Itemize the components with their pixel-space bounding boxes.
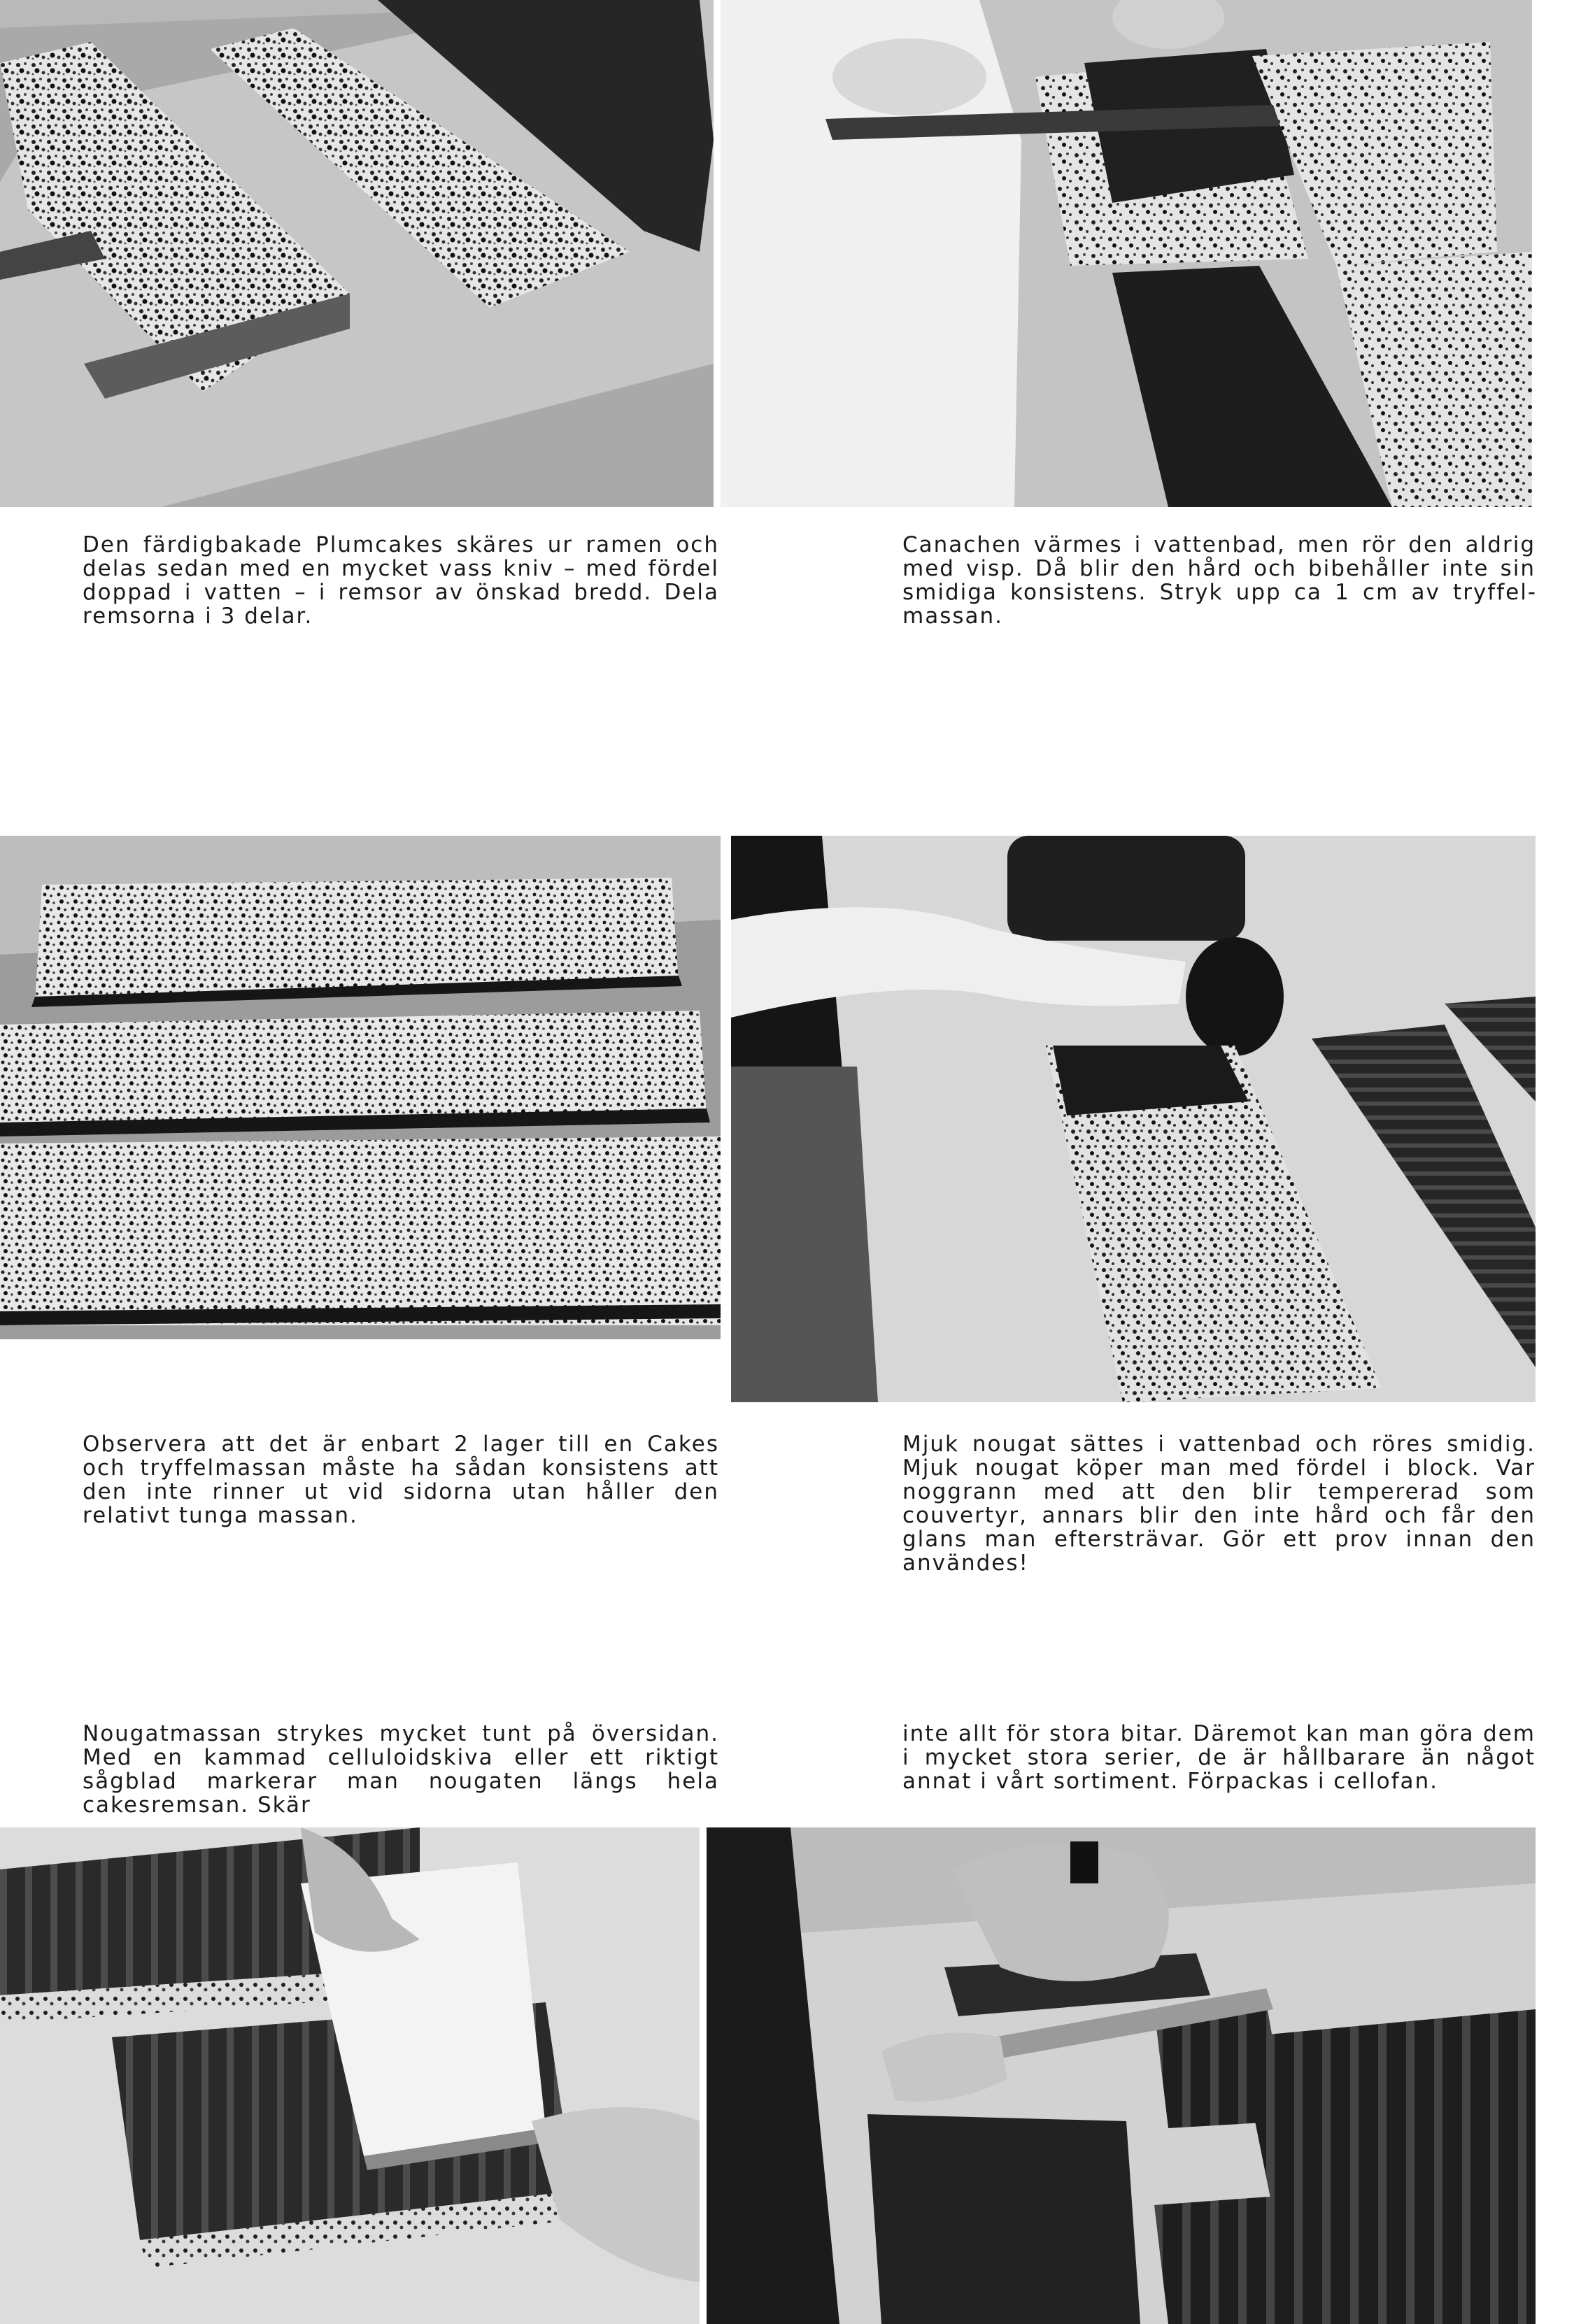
photo-comb-marking-nougat [0, 1827, 700, 2324]
photo-cake-strips-on-board [0, 0, 714, 507]
caption-2: Canachen värmes i vattenbad, men rör den aldrig med visp. Då blir den hård och bibehåller inte sin smidiga konsistens. Stryk upp ca 1 cm av tryffelmassan. [902, 532, 1536, 629]
caption-5: Nougatmassan strykes mycket tunt på översidan. Med en kammad celluloidskiva eller ett riktigt sågblad markerar man nougaten längs hela cakesremsan. Skär [83, 1721, 719, 1818]
caption-3: Observera att det är enbart 2 lager till en Cakes och tryffelmassan måste ha sådan konsistens att den inte rinner ut vid sidorna utan håller den relativt tunga massan. [83, 1432, 719, 1528]
photo-layered-cakes [0, 836, 721, 1339]
photo-cutting-nougat-cakes [707, 1827, 1536, 2324]
caption-1: Den färdigbakade Plumcakes skäres ur ramen och delas sedan med en mycket vass kniv – med fördel doppad i vatten – i remsor av önskad bredd. Dela remsorna i 3 delar. [83, 532, 719, 629]
photo-spooning-nougat [731, 836, 1536, 1402]
photo-spreading-ganache [721, 0, 1532, 507]
caption-6: inte allt för stora bitar. Däremot kan man göra dem i mycket stora serier, de är hållbarare än något annat i vårt sortiment. Förpackas i cellofan. [902, 1721, 1536, 1794]
caption-4: Mjuk nougat sättes i vattenbad och röres smidig. Mjuk nougat köper man med fördel i block. Var noggrann med att den blir tempererad som couvertyr, annars blir den inte hård och får den glans man eftersträvar. Gör ett prov innan den användes! [902, 1432, 1536, 1576]
